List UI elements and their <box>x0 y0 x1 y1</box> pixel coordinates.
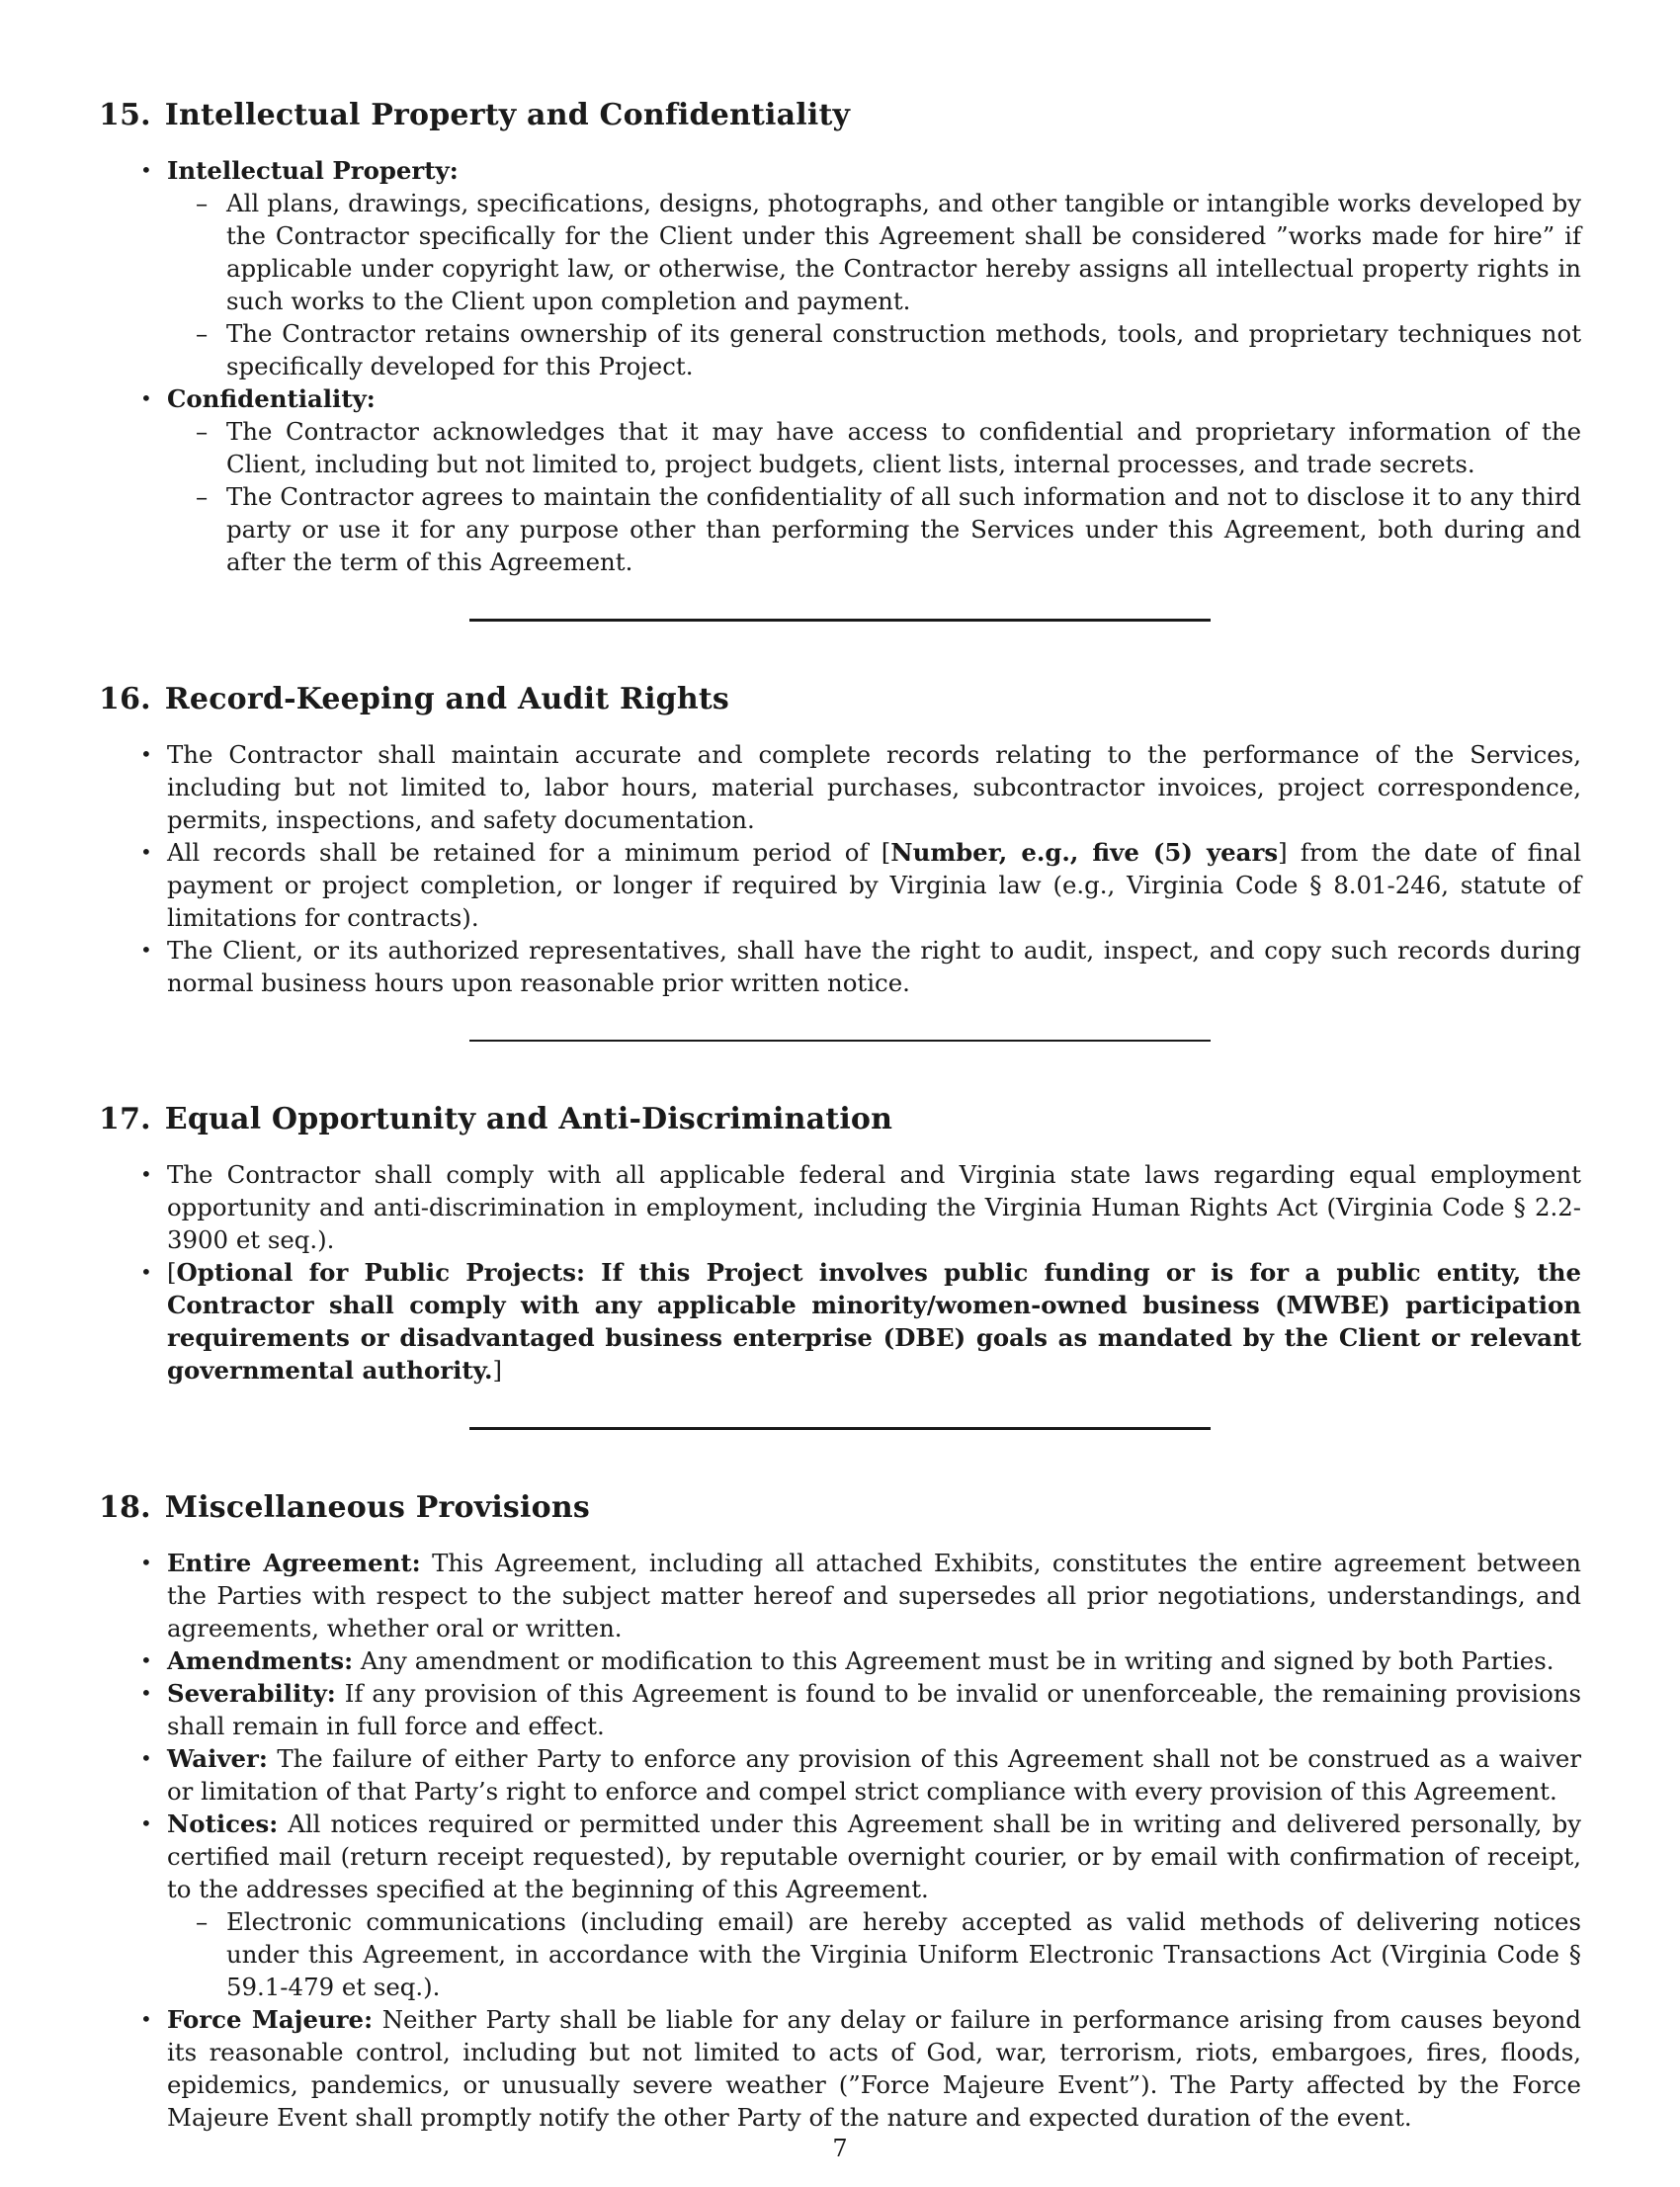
bullet-icon: • <box>140 938 152 962</box>
document-body <box>99 91 1581 2187</box>
ip-item-text: All plans, drawings, specifications, designs, photographs, and other tangible or intangible works developed by the Contractor specifically for the Client under this Agreement shall be considered ”works made for hire” if applicable under copyright law, or otherwise, the Contractor hereby assigns all intellectual property rights in such works to the Client upon completion and payment. <box>226 189 1581 315</box>
section-15 <box>99 91 1581 622</box>
records-item-text: The Contractor shall maintain accurate and complete records relating to the performance of the Services, including but not limited to, labor hours, material purchases, subcontractor invoices, project correspondence, permits, inspections, and safety documentation. <box>167 740 1581 834</box>
waiver-text: The failure of either Party to enforce any provision of this Agreement shall not be construed as a waiver or limitation of that Party’s right to enforce and compel strict compliance with every provision of this Agreement. <box>167 1744 1581 1806</box>
audit-item-text: The Client, or its authorized representatives, shall have the right to audit, inspect, and copy such records during normal business hours upon reasonable prior written notice. <box>167 936 1581 997</box>
section-16-title: Record-Keeping and Audit Rights <box>164 682 730 716</box>
list-item <box>99 1256 1581 1387</box>
section-15-title: Intellectual Property and Confidentiality <box>164 98 851 132</box>
electronic-notices-text: Electronic communications (including email) are hereby accepted as valid methods of delivering notices under this Agreement, in accordance with the Virginia Uniform Electronic Transactions Act (Virginia Code § 59.1-479 et seq.). <box>226 1907 1581 2001</box>
section-18 <box>99 1483 1581 2134</box>
amendments-label: Amendments: <box>167 1646 354 1675</box>
list-item <box>167 480 1581 578</box>
bullet-icon: • <box>140 1551 152 1574</box>
dash-icon: – <box>196 417 209 446</box>
list-item <box>167 415 1581 480</box>
section-16-heading <box>99 675 1581 724</box>
list-item <box>99 1158 1581 1256</box>
retention-text-pre: All records shall be retained for a minimum period of [ <box>167 838 891 867</box>
confidentiality-item-text: The Contractor acknowledges that it may have access to confidential and proprietary information of the Client, including but not limited to, project budgets, client lists, internal processes, and trade secrets. <box>226 417 1581 478</box>
bullet-icon: • <box>140 158 152 182</box>
list-item <box>167 317 1581 382</box>
list-item <box>99 836 1581 934</box>
dash-icon: – <box>196 1907 209 1936</box>
amendments-text: Any amendment or modification to this Agreement must be in writing and signed by both Parties. <box>353 1646 1554 1675</box>
bullet-icon: • <box>140 1746 152 1770</box>
bracket-open: [ <box>167 1258 177 1287</box>
section-17-number: 17. <box>99 1102 151 1136</box>
bullet-icon: • <box>140 1648 152 1672</box>
retention-period-placeholder: Number, e.g., five (5) years <box>890 838 1279 867</box>
force-majeure-text: Neither Party shall be liable for any delay or failure in performance arising from causes beyond its reasonable control, including but not limited to acts of God, war, terrorism, riots, embargoes, fires, floods, epidemics, pandemics, or unusually severe weather (”Force Majeure Event”). The Party affected by the Force Majeure Event shall promptly notify the other Party of the nature and expected duration of the event. <box>167 2005 1581 2132</box>
dash-icon: – <box>196 482 209 511</box>
section-17-title: Equal Opportunity and Anti-Discrimination <box>164 1102 893 1136</box>
confidentiality-label: Confidentiality: <box>167 384 376 413</box>
confidentiality-sublist <box>167 415 1581 578</box>
section-18-heading <box>99 1483 1581 1533</box>
section-15-list <box>99 154 1581 578</box>
bullet-icon: • <box>140 1811 152 1835</box>
ip-label: Intellectual Property: <box>167 156 459 185</box>
page-number: 7 <box>832 2135 848 2162</box>
dash-icon: – <box>196 319 209 348</box>
list-item-intellectual-property <box>99 154 1581 382</box>
severability-label: Severability: <box>167 1679 336 1708</box>
section-16-number: 16. <box>99 682 151 716</box>
section-15-number: 15. <box>99 98 151 132</box>
list-item-notices <box>99 1808 1581 2003</box>
section-divider <box>469 619 1211 622</box>
section-15-heading <box>99 91 1581 140</box>
waiver-label: Waiver: <box>167 1744 268 1773</box>
ip-sublist <box>167 187 1581 382</box>
notices-sublist <box>167 1905 1581 2003</box>
list-item-amendments <box>99 1644 1581 1677</box>
bracket-close: ] <box>492 1356 503 1385</box>
list-item-confidentiality <box>99 382 1581 578</box>
bullet-icon: • <box>140 742 152 766</box>
force-majeure-label: Force Majeure: <box>167 2005 374 2034</box>
mwbe-placeholder-text: Optional for Public Projects: If this Project involves public funding or is for a public entity, the Contractor shall comply with any applicable minority/women-owned business (MWBE) participation requirements or disadvantaged business enterprise (DBE) goals as mandated by the Client or relevant governmental authority. <box>167 1258 1581 1385</box>
list-item-entire-agreement <box>99 1547 1581 1644</box>
section-18-title: Miscellaneous Provisions <box>164 1490 590 1525</box>
list-item <box>99 934 1581 999</box>
list-item <box>167 187 1581 317</box>
section-17-list <box>99 1158 1581 1387</box>
eeo-item-text: The Contractor shall comply with all applicable federal and Virginia state laws regarding equal employment opportunity and anti-discrimination in employment, including the Virginia Human Rights Act (Virginia Code § 2.2-3900 et seq.). <box>167 1160 1581 1254</box>
notices-label: Notices: <box>167 1809 279 1838</box>
list-item-waiver <box>99 1742 1581 1808</box>
list-item-force-majeure <box>99 2003 1581 2134</box>
section-18-list <box>99 1547 1581 2134</box>
section-16 <box>99 675 1581 1042</box>
retention-text-post: ] from the date of final payment or project completion, or longer if required by Virginia law (e.g., Virginia Code § 8.01-246, statute of limitations for contracts). <box>167 838 1581 932</box>
dash-icon: – <box>196 189 209 217</box>
list-item <box>167 1905 1581 2003</box>
bullet-icon: • <box>140 840 152 864</box>
entire-agreement-text: This Agreement, including all attached Exhibits, constitutes the entire agreement between the Parties with respect to the subject matter hereof and supersedes all prior negotiations, understandings, and agreements, whether oral or written. <box>167 1549 1581 1642</box>
section-divider <box>469 1427 1211 1430</box>
section-17-heading <box>99 1095 1581 1144</box>
bullet-icon: • <box>140 1260 152 1284</box>
severability-text: If any provision of this Agreement is found to be invalid or unenforceable, the remaining provisions shall remain in full force and effect. <box>167 1679 1581 1740</box>
section-18-number: 18. <box>99 1490 151 1525</box>
confidentiality-item-text: The Contractor agrees to maintain the confidentiality of all such information and not to disclose it to any third party or use it for any purpose other than performing the Services under this Agreement, both during and after the term of this Agreement. <box>226 482 1581 576</box>
ip-item-text: The Contractor retains ownership of its general construction methods, tools, and proprietary techniques not specifically developed for this Project. <box>226 319 1581 380</box>
list-item <box>99 738 1581 836</box>
bullet-icon: • <box>140 386 152 410</box>
section-divider <box>469 1040 1211 1042</box>
entire-agreement-label: Entire Agreement: <box>167 1549 421 1577</box>
list-item-severability <box>99 1677 1581 1742</box>
bullet-icon: • <box>140 1162 152 1186</box>
bullet-icon: • <box>140 2007 152 2031</box>
bullet-icon: • <box>140 1681 152 1705</box>
section-17 <box>99 1095 1581 1430</box>
notices-text: All notices required or permitted under this Agreement shall be in writing and delivered personally, by certified mail (return receipt requested), by reputable overnight courier, or by email with confirmation of receipt, to the addresses specified at the beginning of this Agreement. <box>167 1809 1581 1903</box>
section-16-list <box>99 738 1581 999</box>
